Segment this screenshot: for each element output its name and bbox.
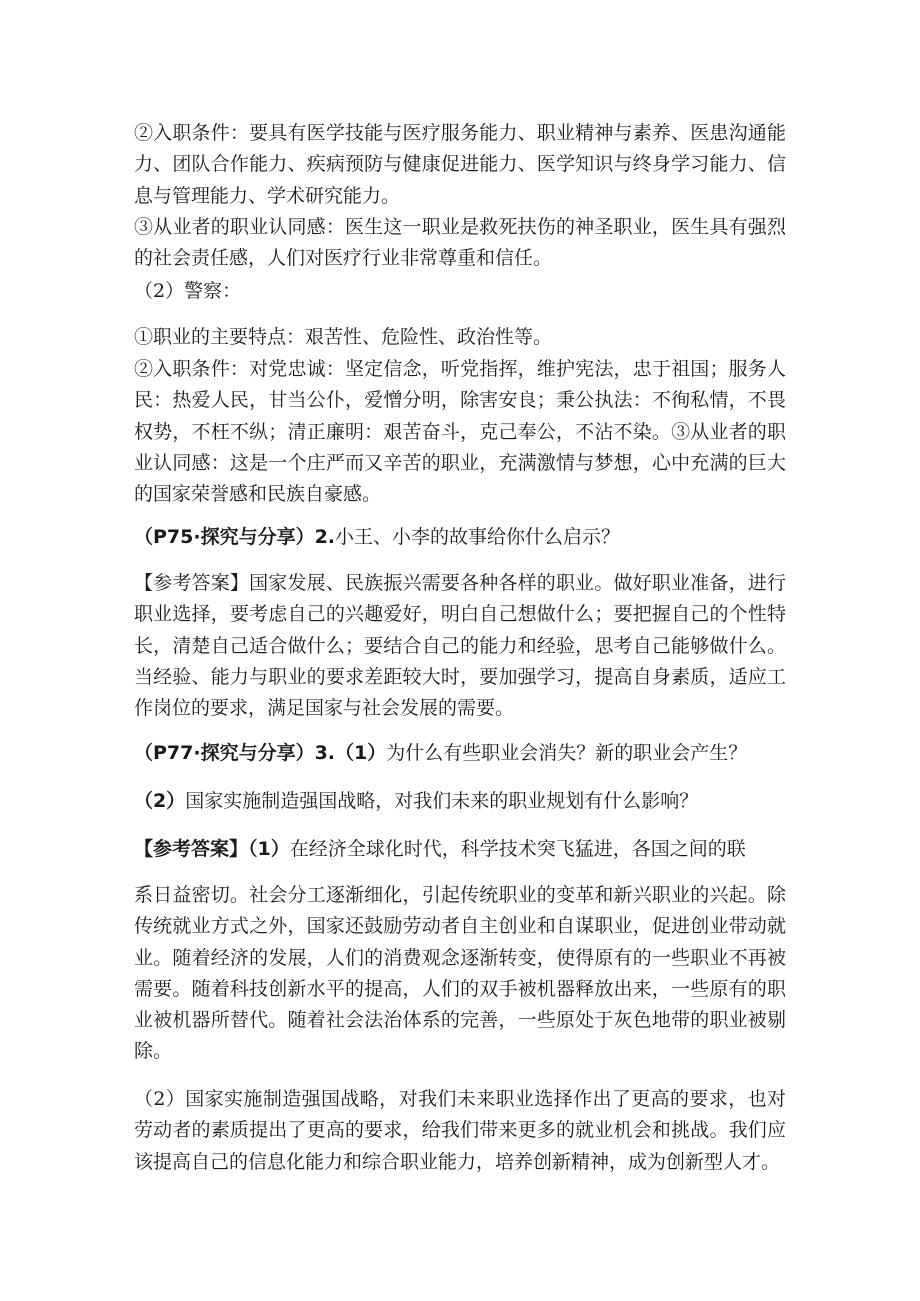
question-p77-part1 bbox=[134, 738, 786, 769]
question-p77-part2-label: （2） bbox=[134, 790, 186, 812]
question-p77-text: 为什么有些职业会消失？新的职业会产生？ bbox=[386, 742, 748, 764]
question-p75 bbox=[134, 522, 786, 553]
question-p77-part2-text: 国家实施制造强国战略，对我们未来的职业规划有什么影响？ bbox=[185, 790, 699, 812]
question-p77-label: （P77·探究与分享）3.（1） bbox=[134, 742, 387, 764]
question-p77-part2 bbox=[134, 786, 786, 817]
question-p75-text: 小王、小李的故事给你什么启示？ bbox=[335, 526, 621, 548]
answer-p77-part1-first-line bbox=[134, 834, 786, 865]
answer-p77-part1-body: 系日益密切。社会分工逐渐细化，引起传统职业的变革和新兴职业的兴起。除传统就业方式之外，国家还鼓励劳动者自主创业和自谋职业，促进创业带动就业。随着经济的发展，人们的消费观念逐渐转变，使得原有的一些职业不再被需要。随着科技创新水平的提高，人们的双手被机器释放出来，一些原有的职业被机器所替代。随着社会法治体系的完善，一些原处于灰色地带的职业被剔除。 bbox=[134, 884, 786, 1063]
paragraph-police-entry-conditions: ②入职条件：对党忠诚：坚定信念，听党指挥，维护宪法，忠于祖国；服务人民：热爱人民，甘当公仆，爱憎分明，除害安良；秉公执法：不徇私情，不畏权势，不枉不纵；清正廉明：艰苦奋斗，克己奉公，不沾不染。③从业者的职业认同感：这是一个庄严而又辛苦的职业，充满激情与梦想，心中充满的巨大的国家荣誉感和民族自豪感。 bbox=[134, 358, 786, 506]
answer-p77-label: 【参考答案】（1） bbox=[134, 838, 290, 860]
paragraph-doctor-identity: ③从业者的职业认同感：医生这一职业是救死扶伤的神圣职业，医生具有强烈的社会责任感，人们对医疗行业非常尊重和信任。 bbox=[134, 216, 786, 270]
heading-police: （2）警察： bbox=[134, 280, 242, 302]
answer-p75: 【参考答案】国家发展、民族振兴需要各种各样的职业。做好职业准备，进行职业选择，要考虑自己的兴趣爱好，明白自己想做什么；要把握自己的个性特长，清楚自己适合做什么；要结合自己的能力和经验，思考自己能够做什么。当经验、能力与职业的要求差距较大时，要加强学习，提高自身素质，适应工作岗位的要求，满足国家与社会发展的需要。 bbox=[134, 572, 786, 720]
question-p75-label: （P75·探究与分享）2. bbox=[134, 526, 336, 548]
answer-p77-line1: 在经济全球化时代，科学技术突飞猛进，各国之间的联 bbox=[289, 838, 746, 860]
paragraph-doctor-entry-conditions: ②入职条件：要具有医学技能与医疗服务能力、职业精神与素养、医患沟通能力、团队合作能力、疾病预防与健康促进能力、医学知识与终身学习能力、信息与管理能力、学术研究能力。 bbox=[134, 122, 786, 207]
paragraph-police-features: ①职业的主要特点：艰苦性、危险性、政治性等。 bbox=[134, 326, 553, 348]
answer-p77-part2: （2）国家实施制造强国战略，对我们未来职业选择作出了更高的要求，也对劳动者的素质提出了更高的要求，给我们带来更多的就业机会和挑战。我们应该提高自己的信息化能力和综合职业能力，培养创新精神，成为创新型人才。 bbox=[134, 1088, 786, 1173]
